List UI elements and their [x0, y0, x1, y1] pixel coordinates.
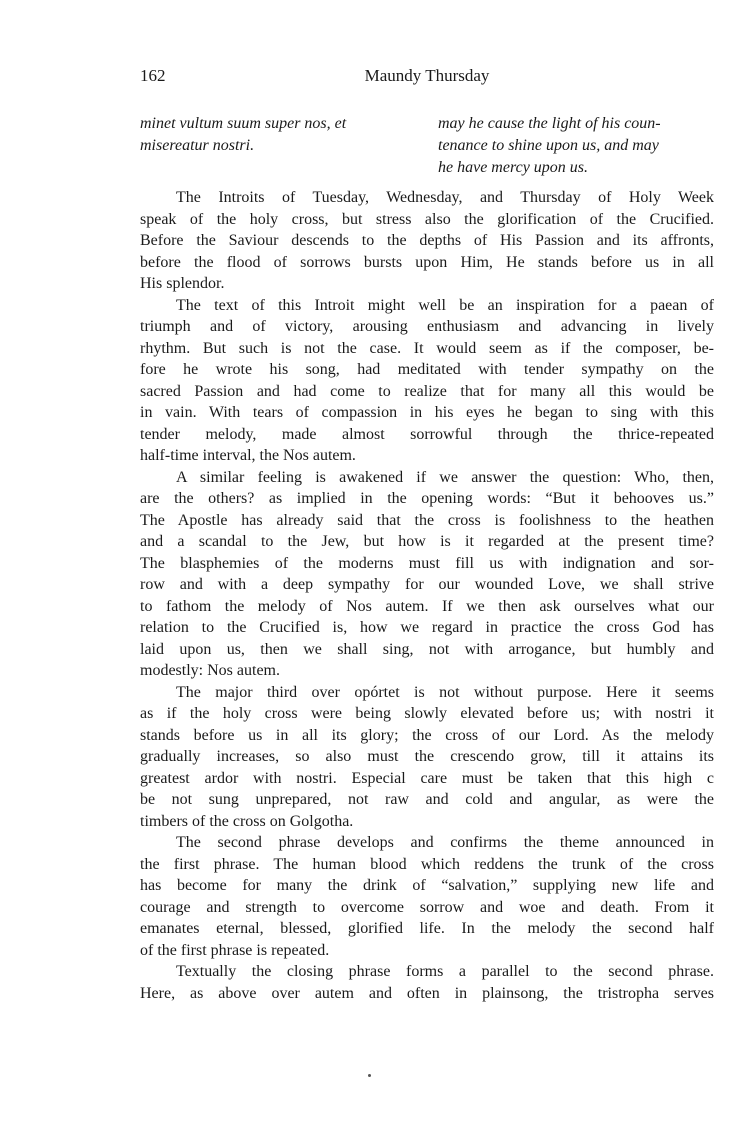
latin-text-column [140, 113, 416, 157]
text-line: relation to the Crucified is, how we regard in practice the cross God has [140, 619, 714, 636]
text-line: greatest ardor with nostri. Especial care must be taken that this high c [140, 769, 714, 787]
text-line: His splendor. [140, 275, 225, 292]
english-line: tenance to shine upon us, and may [438, 137, 659, 154]
text-line: A similar feeling is awakened if we answer the question: Who, then, [176, 468, 714, 486]
page-header [140, 66, 714, 88]
text-line: Before the Saviour descends to the depths of His Passion and its affronts, [140, 232, 714, 249]
text-line: The text of this Introit might well be an inspiration for a paean of [176, 296, 714, 314]
english-line: he have mercy upon us. [438, 159, 589, 176]
text-line: emanates eternal, blessed, glorified life. In the melody the second half [140, 920, 714, 937]
text-line: timbers of the cross on Golgotha. [140, 812, 354, 830]
text-line: Textually the closing phrase forms a parallel to the second phrase. [176, 963, 714, 980]
text-line: has become for many the drink of “salvation,” supplying new life and [140, 877, 714, 894]
text-line: rhythm. But such is not the case. It would seem as if the composer, be- [140, 339, 714, 357]
text-line: The Apostle has already said that the cross is foolishness to the heathen [140, 511, 714, 529]
page-number: 162 [140, 66, 166, 85]
text-line: tender melody, made almost sorrowful through the thrice-repeated [140, 425, 714, 443]
text-line: The major third over opórtet is not without purpose. Here it seems [176, 683, 714, 701]
text-line: be not sung unprepared, not raw and cold and angular, as were the [140, 791, 714, 808]
text-line: The blasphemies of the moderns must fill us with indignation and sor- [140, 554, 714, 572]
stray-mark [368, 1074, 371, 1077]
text-line: fore he wrote his song, had meditated with tender sympathy on the [140, 361, 714, 378]
text-line: courage and strength to overcome sorrow and woe and death. From it [140, 898, 714, 916]
text-line: half-time interval, the Nos autem. [140, 447, 356, 464]
text-line: sacred Passion and had come to realize that for many all this would be [140, 382, 714, 400]
text-line: Here, as above over autem and often in plainsong, the tristropha serves [140, 984, 714, 1002]
text-line: speak of the holy cross, but stress also the glorification of the Crucified. [140, 210, 714, 228]
text-line: row and with a deep sympathy for our wounded Love, we shall strive [140, 576, 714, 593]
text-line: of the first phrase is repeated. [140, 941, 330, 959]
running-title: Maundy Thursday [364, 66, 490, 85]
english-line: may he cause the light of his coun- [438, 115, 661, 132]
text-line: the first phrase. The human blood which reddens the trunk of the cross [140, 855, 714, 873]
text-line: in vain. With tears of compassion in his eyes he began to sing with this [140, 404, 714, 421]
latin-line: misereatur nostri. [140, 137, 255, 154]
text-line: modestly: Nos autem. [140, 662, 280, 679]
english-translation-column [438, 113, 714, 179]
text-line: The Introits of Tuesday, Wednesday, and Thursday of Holy Week [176, 189, 714, 206]
text-line: to fathom the melody of Nos autem. If we then ask ourselves what our [140, 597, 714, 615]
text-line: before the flood of sorrows bursts upon Him, He stands before us in all [140, 253, 714, 271]
text-line: as if the holy cross were being slowly elevated before us; with nostri it [140, 705, 714, 722]
latin-line: minet vultum suum super nos, et [140, 115, 347, 132]
text-line: are the others? as implied in the opening words: “But it behooves us.” [140, 490, 714, 507]
text-line: The second phrase develops and confirms the theme announced in [176, 834, 714, 851]
text-line: triumph and of victory, arousing enthusiasm and advancing in lively [140, 318, 714, 335]
body-text [140, 187, 714, 1004]
text-line: stands before us in all its glory; the cross of our Lord. As the melody [140, 726, 714, 744]
text-line: and a scandal to the Jew, but how is it regarded at the present time? [140, 533, 714, 550]
text-line: laid upon us, then we shall sing, not with arrogance, but humbly and [140, 640, 714, 658]
text-line: gradually increases, so also must the crescendo grow, till it attains its [140, 748, 714, 765]
